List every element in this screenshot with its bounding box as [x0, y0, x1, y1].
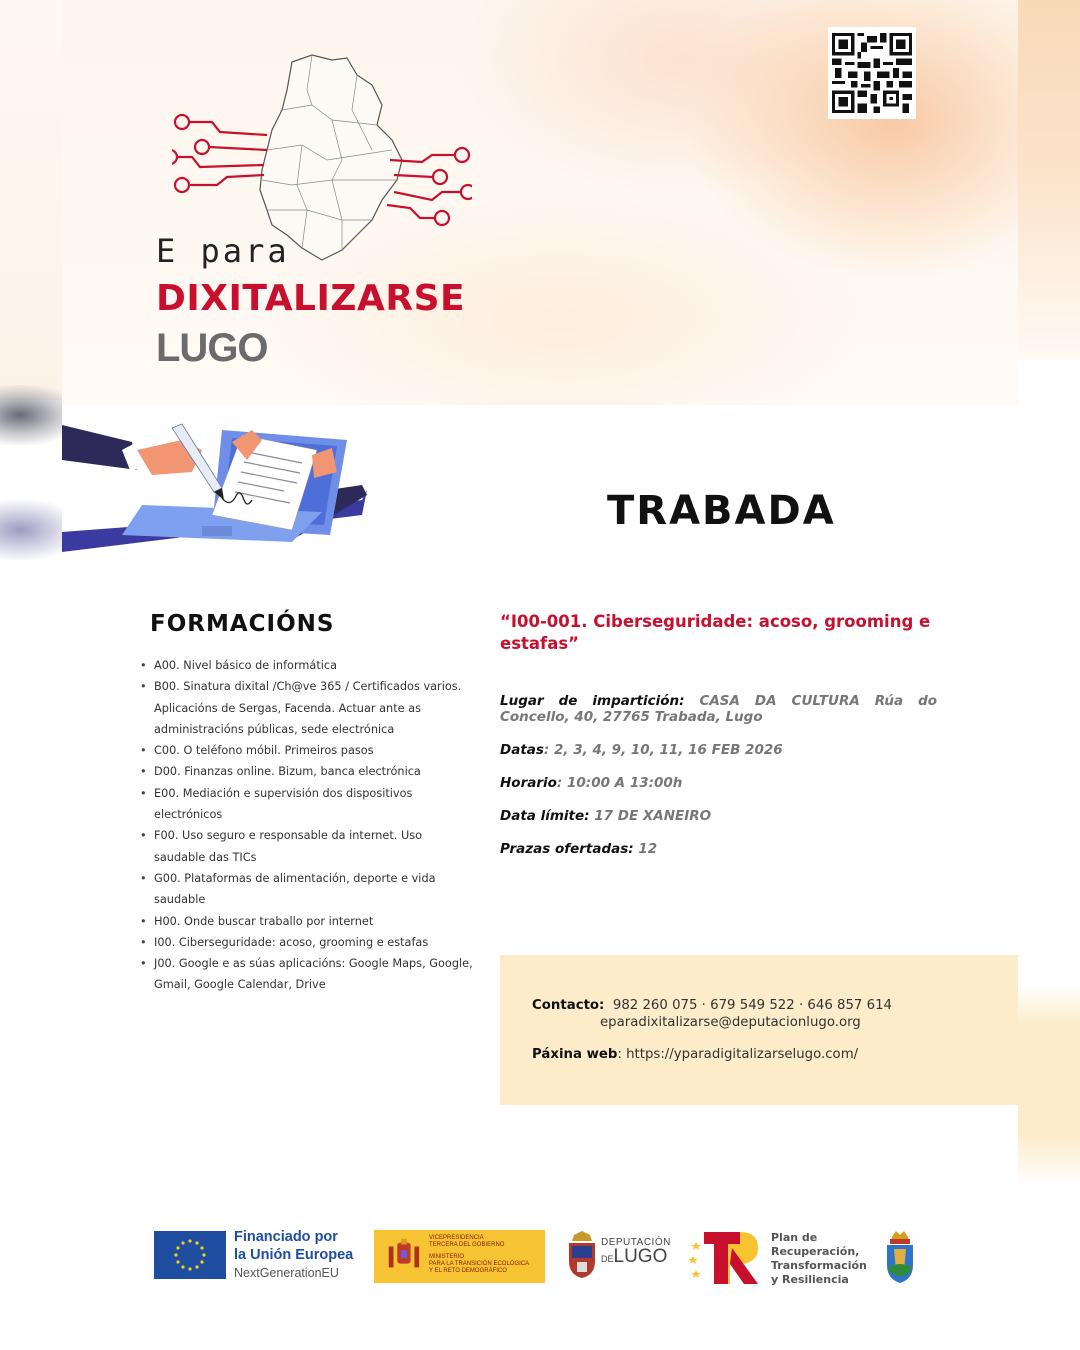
digital-signature-illustration-icon	[62, 420, 372, 555]
deputacion-line1: DEPUTACIÓN	[601, 1237, 671, 1248]
detail-value: CASA DA CULTURA Rúa do Concello, 40, 27765 Trabada, Lugo	[500, 693, 938, 725]
qr-code[interactable]	[828, 27, 916, 119]
prtr-logo-icon	[688, 1228, 763, 1286]
contact-phones[interactable]: 982 260 075 · 679 549 522 · 646 857 614	[612, 998, 892, 1013]
list-item: • D00. Finanzas online. Bizum, banca electrónica	[154, 761, 474, 782]
backdrop-right-band	[1018, 985, 1080, 1185]
logo-line-dixitalizarse: DIXITALIZARSE	[156, 278, 466, 319]
prtr-text	[771, 1231, 867, 1287]
detail-value: 12	[633, 841, 658, 857]
eu-line: la Unión Europea	[234, 1247, 354, 1263]
detail-lugar	[500, 693, 937, 725]
list-item: • B00. Sinatura dixital /Ch@ve 365 / Certificados varios. Aplicacións de Sergas, Facenda. Actuar ante as administracións públicas, sede electrónica	[154, 676, 474, 740]
qr-code-icon	[832, 31, 912, 115]
logo-line-e-para: E para	[156, 232, 290, 270]
eu-flag-icon	[154, 1231, 226, 1279]
prtr-line: Plan de	[771, 1231, 818, 1244]
list-item: • C00. O teléfono móbil. Primeiros pasos	[154, 740, 474, 761]
detail-label: Data límite:	[500, 808, 590, 824]
deputacion-text	[601, 1237, 671, 1268]
list-item: • I00. Ciberseguridade: acoso, grooming e estafas	[154, 932, 474, 953]
ministerio-line: PARA LA TRANSICIÓN ECOLÓGICA	[429, 1261, 530, 1267]
poster	[62, 0, 1018, 1350]
deputacion-shield-icon	[566, 1231, 598, 1279]
backdrop-right-watercolor	[1018, 0, 1080, 360]
list-item: • G00. Plataformas de alimentación, deporte e vida saudable	[154, 868, 474, 911]
list-item: • F00. Uso seguro e responsable da internet. Uso saudable das TICs	[154, 825, 474, 868]
detail-label: Prazas ofertadas:	[500, 841, 634, 857]
list-item: • J00. Google e as súas aplicacións: Google Maps, Google, Gmail, Google Calendar, Drive	[154, 953, 474, 996]
detail-label: Horario	[500, 775, 557, 791]
logo-line-lugo: LUGO	[156, 326, 268, 370]
spain-coat-of-arms-icon	[384, 1236, 422, 1276]
eu-line: Financiado por	[234, 1229, 338, 1245]
detail-data-limite	[500, 808, 937, 824]
ministerio-line: Y EL RETO DEMOGRÁFICO	[429, 1268, 507, 1274]
ministerio-line: TERCERA DEL GOBIERNO	[429, 1242, 505, 1248]
detail-prazas	[500, 841, 937, 857]
ministerio-logo	[374, 1230, 545, 1283]
detail-datas	[500, 742, 937, 758]
formacions-list	[140, 655, 474, 996]
detail-value: : 2, 3, 4, 9, 10, 11, 16 FEB 2026	[543, 742, 783, 758]
list-item: • A00. Nivel básico de informática	[154, 655, 474, 676]
detail-horario	[500, 775, 937, 791]
detail-value: 17 DE XANEIRO	[589, 808, 712, 824]
website-info	[532, 1047, 858, 1062]
prtr-line: y Resiliencia	[771, 1273, 849, 1286]
deputacion-line2: LUGO	[613, 1246, 668, 1267]
detail-label: Lugar de impartición:	[500, 693, 685, 709]
contact-label: Contacto:	[532, 998, 605, 1013]
contact-info	[532, 997, 892, 1031]
contact-email[interactable]: eparadixitalizarse@deputacionlugo.org	[600, 1015, 861, 1030]
backdrop-left-top	[0, 0, 62, 400]
sponsor-logos	[62, 1225, 1018, 1295]
trabada-shield-icon	[884, 1231, 916, 1283]
eu-funding-text	[234, 1228, 353, 1282]
eu-line: NextGenerationEU	[234, 1266, 339, 1280]
course-title: “I00-001. Ciberseguridade: acoso, grooming e estafas”	[500, 612, 931, 653]
ministerio-text	[429, 1235, 529, 1275]
deputacion-prefix: DE	[601, 1254, 614, 1264]
list-item: • E00. Mediación e supervisión dos dispositivos electrónicos	[154, 783, 474, 826]
ministerio-line: VICEPRESIDENCIA	[429, 1235, 484, 1241]
formacions-title: FORMACIÓNS	[150, 611, 335, 637]
website-link[interactable]: : https://yparadigitalizarselugo.com/	[617, 1047, 859, 1062]
hero-header	[62, 0, 1018, 405]
detail-value: : 10:00 A 13:00h	[556, 775, 683, 791]
prtr-line: Transformación	[771, 1259, 867, 1272]
prtr-line: Recuperación,	[771, 1245, 860, 1258]
contact-box	[500, 955, 1018, 1105]
course-details	[500, 693, 937, 874]
detail-label: Datas	[500, 742, 544, 758]
town-title: TRABADA	[607, 488, 836, 534]
ministerio-line: MINISTERIO	[429, 1254, 465, 1260]
list-item: • H00. Onde buscar traballo por internet	[154, 911, 474, 932]
website-label: Páxina web	[532, 1047, 618, 1062]
